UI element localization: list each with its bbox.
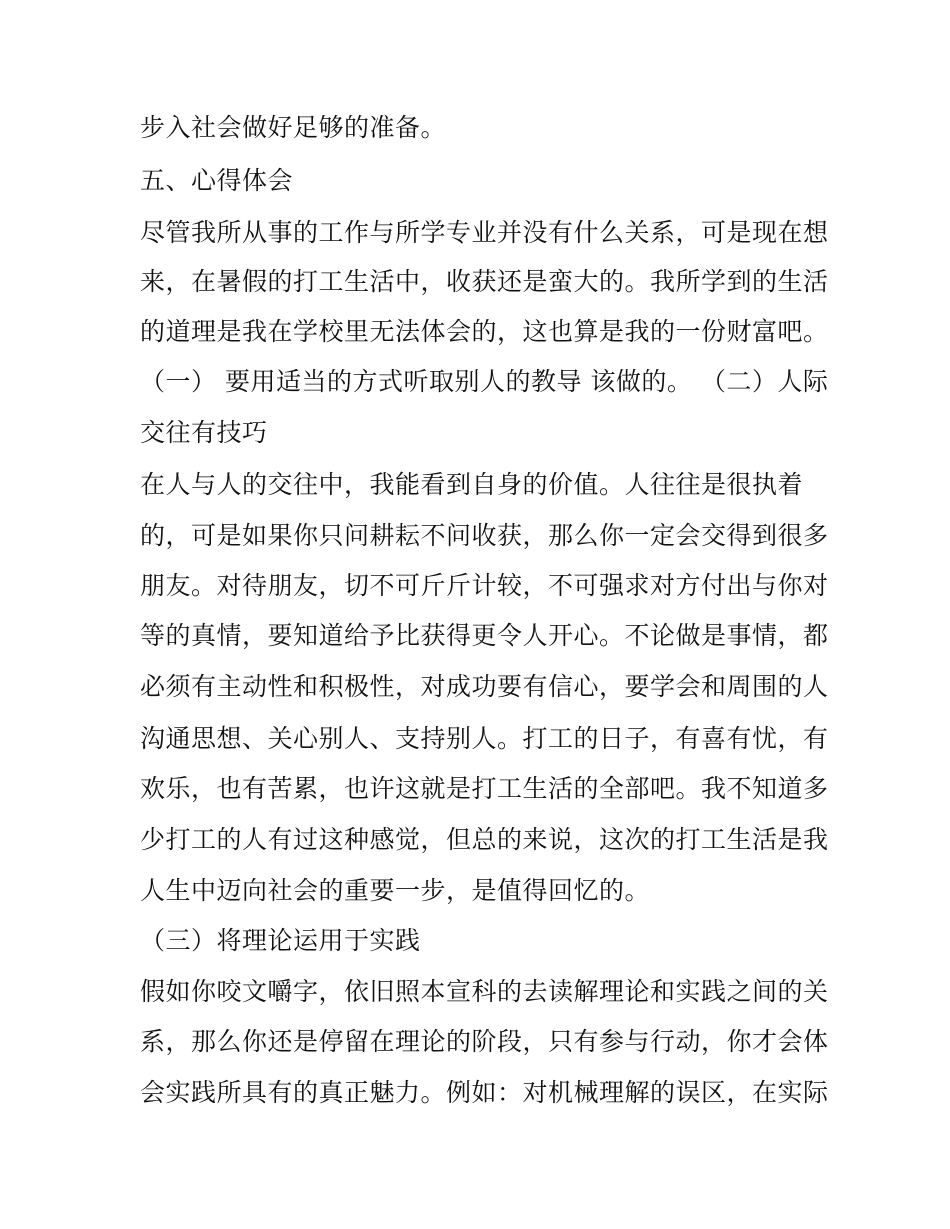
- text-line: 交往有技巧: [140, 418, 268, 447]
- text-line: 等的真情，要知道给予比获得更令人开心。不论做是事情，都: [140, 621, 829, 650]
- section-heading: 五、心得体会: [140, 166, 294, 195]
- section-heading: （三）将理论运用于实践: [140, 926, 421, 955]
- text-line: 少打工的人有过这种感觉，但总的来说，这次的打工生活是我: [140, 825, 829, 854]
- text-line: 人生中迈向社会的重要一步，是值得回忆的。: [140, 876, 651, 905]
- text-line: 的，可是如果你只问耕耘不问收获，那么你一定会交得到很多: [140, 521, 829, 550]
- text-line: 在人与人的交往中，我能看到自身的价值。人往往是很执着: [140, 470, 804, 499]
- text-line: 欢乐，也有苦累，也许这就是打工生活的全部吧。我不知道多: [140, 774, 829, 803]
- text-line: （一） 要用适当的方式听取别人的教导 该做的。 （二）人际: [140, 367, 829, 396]
- text-line: 沟通思想、关心别人、支持别人。打工的日子，有喜有忧，有: [140, 724, 829, 753]
- text-line: 必须有主动性和积极性，对成功要有信心，要学会和周围的人: [140, 672, 829, 701]
- text-line: 尽管我所从事的工作与所学专业并没有什么关系，可是现在想: [140, 218, 829, 247]
- text-line: 来，在暑假的打工生活中，收获还是蛮大的。我所学到的生活: [140, 267, 829, 296]
- text-line: 步入社会做好足够的准备。: [140, 113, 447, 142]
- text-line: 会实践所具有的真正魅力。例如：对机械理解的误区，在实际: [140, 1078, 829, 1107]
- text-line: 假如你咬文嚼字，依旧照本宣科的去读解理论和实践之间的关: [140, 977, 829, 1006]
- text-line: 的道理是我在学校里无法体会的，这也算是我的一份财富吧。: [140, 317, 829, 346]
- text-line: 朋友。对待朋友，切不可斤斤计较，不可强求对方付出与你对: [140, 571, 829, 600]
- text-line: 系，那么你还是停留在理论的阶段，只有参与行动，你才会体: [140, 1027, 829, 1056]
